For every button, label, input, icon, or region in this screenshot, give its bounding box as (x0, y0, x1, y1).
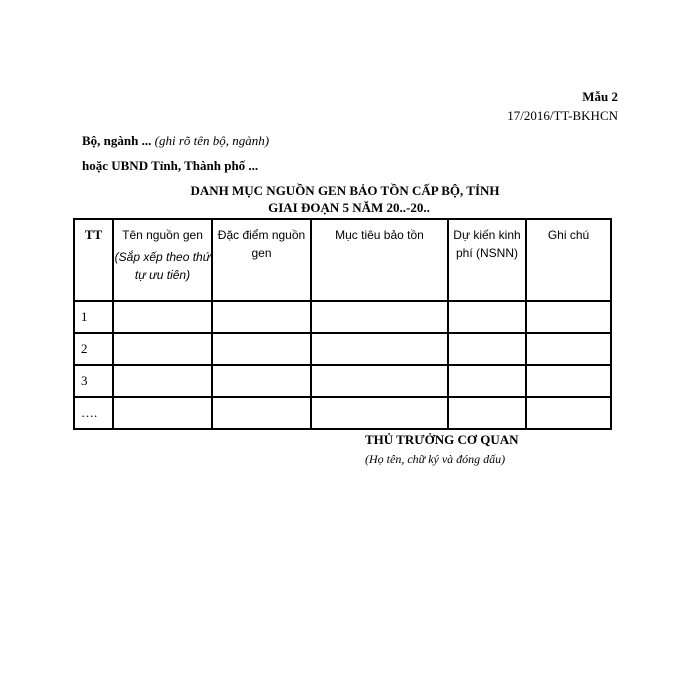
table-cell[interactable] (212, 301, 311, 333)
table-cell[interactable] (113, 397, 212, 429)
ministry-label: Bộ, ngành ... (82, 133, 152, 148)
table-cell[interactable] (448, 301, 526, 333)
row-number: 3 (74, 365, 113, 397)
column-header-label: TT (84, 227, 103, 242)
column-header-name (113, 219, 212, 301)
circular-number: 17/2016/TT-BKHCN (507, 108, 618, 123)
table-cell[interactable] (113, 333, 212, 365)
table-cell[interactable] (212, 333, 311, 365)
table-cell[interactable] (526, 365, 611, 397)
province-line: hoặc UBND Tỉnh, Thành phố ... (82, 158, 259, 173)
gene-source-table (73, 218, 612, 430)
signer-title: THỦ TRƯỞNG CƠ QUAN (365, 432, 519, 447)
document-subtitle: GIAI ĐOẠN 5 NĂM 20..-20.. (268, 200, 430, 215)
table-row (74, 397, 611, 429)
column-header-notes (526, 219, 611, 301)
row-number: 2 (74, 333, 113, 365)
column-header-label: Ghi chú (547, 228, 590, 242)
table-header-row (74, 219, 611, 301)
ministry-note: (ghi rõ tên bộ, ngành) (154, 133, 270, 148)
table-cell[interactable] (526, 333, 611, 365)
ministry-line (82, 133, 269, 149)
row-number: 1 (74, 301, 113, 333)
row-number: …. (74, 397, 113, 429)
column-header-budget (448, 219, 526, 301)
column-header-objectives (311, 219, 448, 301)
table-cell[interactable] (212, 365, 311, 397)
column-header-label: Tên nguồn gen (122, 228, 203, 242)
form-code: Mẫu 2 (582, 89, 618, 104)
column-header-characteristics (212, 219, 311, 301)
document-title: DANH MỤC NGUỒN GEN BẢO TỒN CẤP BỘ, TỈNH (190, 183, 500, 198)
column-header-label: Mục tiêu bảo tồn (335, 228, 424, 242)
column-header-label: Đặc điểm nguồn gen (217, 228, 306, 260)
column-header-tt (74, 219, 113, 301)
table-cell[interactable] (311, 397, 448, 429)
table-row (74, 365, 611, 397)
table-cell[interactable] (311, 333, 448, 365)
table-row (74, 301, 611, 333)
table-cell[interactable] (526, 301, 611, 333)
table-cell[interactable] (311, 365, 448, 397)
table-cell[interactable] (113, 365, 212, 397)
table-cell[interactable] (526, 397, 611, 429)
table-cell[interactable] (448, 397, 526, 429)
table-cell[interactable] (212, 397, 311, 429)
column-header-sublabel: (Sắp xếp theo thứ tự ưu tiên) (114, 250, 211, 282)
column-header-label: Dự kiến kinh phí (NSNN) (453, 228, 521, 260)
table-cell[interactable] (448, 365, 526, 397)
signer-note: (Họ tên, chữ ký và đóng dấu) (365, 452, 506, 466)
table-cell[interactable] (311, 301, 448, 333)
table-cell[interactable] (448, 333, 526, 365)
table-row (74, 333, 611, 365)
table-cell[interactable] (113, 301, 212, 333)
